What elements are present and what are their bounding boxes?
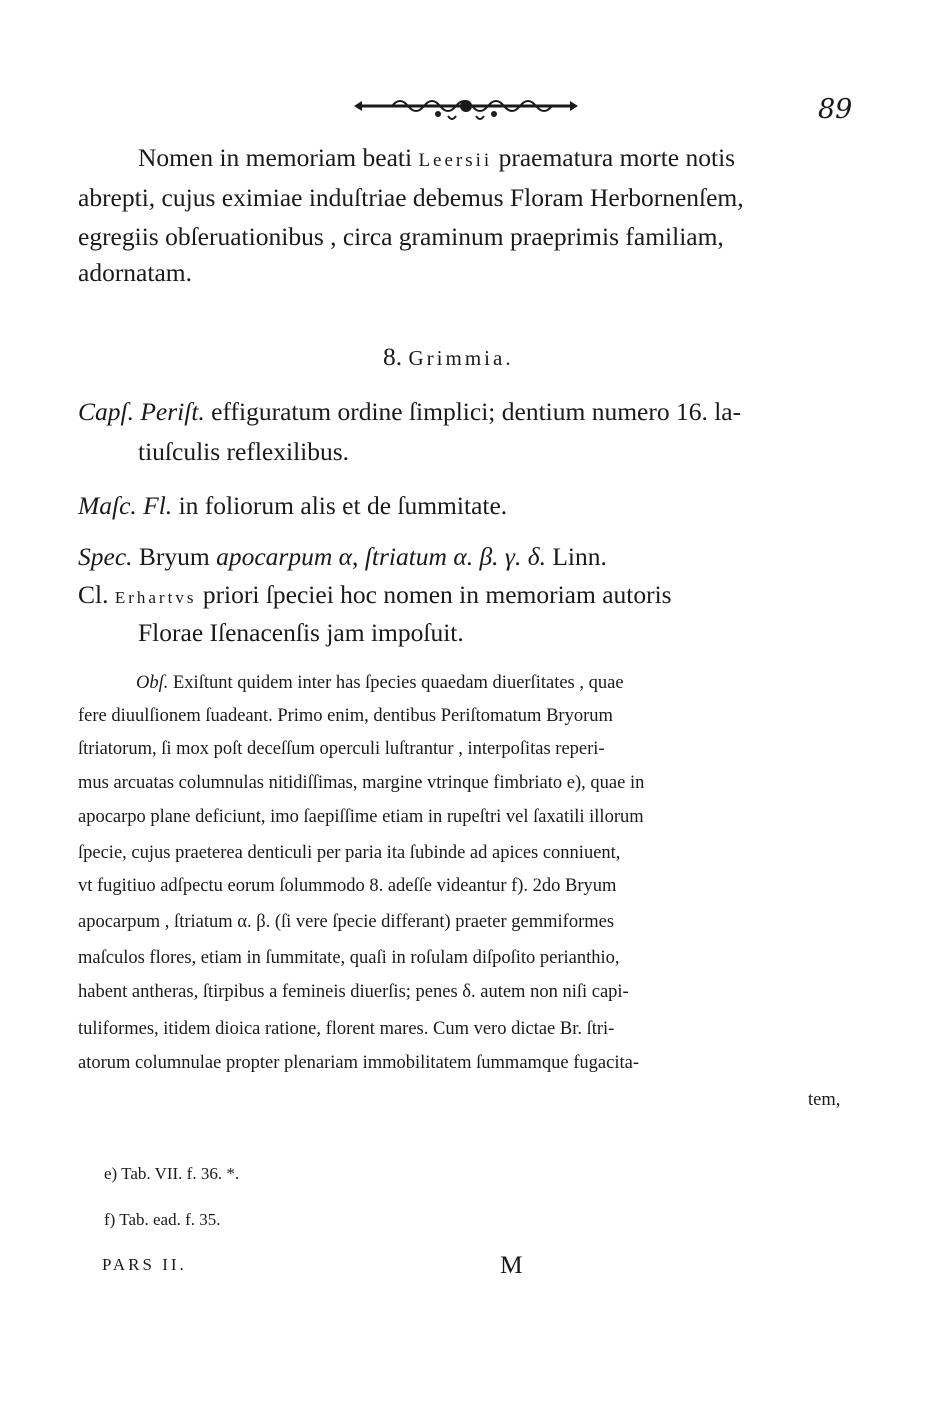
header-ornament-icon xyxy=(352,94,580,122)
genus-heading: 8. Grimmia. xyxy=(383,342,514,371)
page-number: 89 xyxy=(818,94,853,125)
intro-line-2: abrepti, cujus eximiae induſtriae debemus Floram Herbornenſem, xyxy=(78,183,744,212)
erhart-line-1: Cl. Erhartvs priori ſpeciei hoc nomen in memoriam autoris xyxy=(78,580,672,609)
obs-line-11: tuliformes, itidem dioica ratione, florent mares. Cum vero dictae Br. ſtri- xyxy=(78,1019,615,1039)
intro-line-1: Nomen in memoriam beati Leersii praematura morte notis xyxy=(138,143,736,172)
obs-line-12: atorum columnulae propter plenariam immobilitatem ſummamque fugacita- xyxy=(78,1053,639,1073)
obs-line-5: apocarpo plane deficiunt, imo ſaepiſſime etiam in rupeſtri vel ſaxatili illorum xyxy=(78,807,644,827)
obs-line-2: fere diuulſionem ſuadeant. Primo enim, dentibus Periſtomatum Bryorum xyxy=(78,706,613,726)
intro-line-4: adornatam. xyxy=(78,258,192,287)
obs-line-13: tem, xyxy=(808,1090,841,1110)
obs-line-1: Obſ. Exiſtunt quidem inter has ſpecies quaedam diuerſitates , quae xyxy=(136,673,624,693)
capsule-line-2: tiuſculis reflexilibus. xyxy=(138,437,350,466)
obs-line-6: ſpecie, cujus praeterea denticuli per paria ita ſubinde ad apices conniuent, xyxy=(78,843,621,863)
intro-line-3: egregiis obſeruationibus , circa graminum praeprimis familiam, xyxy=(78,222,724,251)
obs-line-8: apocarpum , ſtriatum α. β. (ſi vere ſpecie differant) praeter gemmiformes xyxy=(78,912,615,932)
capsule-line-1: Capſ. Periſt. effiguratum ordine ſimplici; dentium numero 16. la- xyxy=(78,397,742,426)
signature-pars: PARS II. xyxy=(102,1255,187,1274)
obs-line-9: maſculos flores, etiam in ſummitate, quaſi in roſulam diſpoſito perianthio, xyxy=(78,948,620,968)
obs-line-4: mus arcuatas columnulas nitidiſſimas, margine vtrinque fimbriato e), quae in xyxy=(78,773,645,793)
male-flower-line: Maſc. Fl. in foliorum alis et de ſummitate. xyxy=(78,491,508,520)
footnote-e: e) Tab. VII. f. 36. *. xyxy=(104,1164,240,1183)
obs-line-3: ſtriatorum, ſi mox poſt deceſſum operculi luſtrantur , interpoſitas reperi- xyxy=(78,739,605,759)
obs-line-7: vt fugitiuo adſpectu eorum ſolummodo 8. adeſſe videantur f). 2do Bryum xyxy=(78,876,617,896)
erhart-line-2: Florae Iſenacenſis jam impoſuit. xyxy=(138,618,464,647)
obs-line-10: habent antheras, ſtirpibus a femineis diuerſis; penes δ. autem non niſi capi- xyxy=(78,982,629,1002)
species-line: Spec. Bryum apocarpum α, ſtriatum α. β. γ. δ. Linn. xyxy=(78,542,607,571)
footnote-f: f) Tab. ead. f. 35. xyxy=(104,1210,221,1229)
signature-mark: M xyxy=(500,1250,523,1279)
